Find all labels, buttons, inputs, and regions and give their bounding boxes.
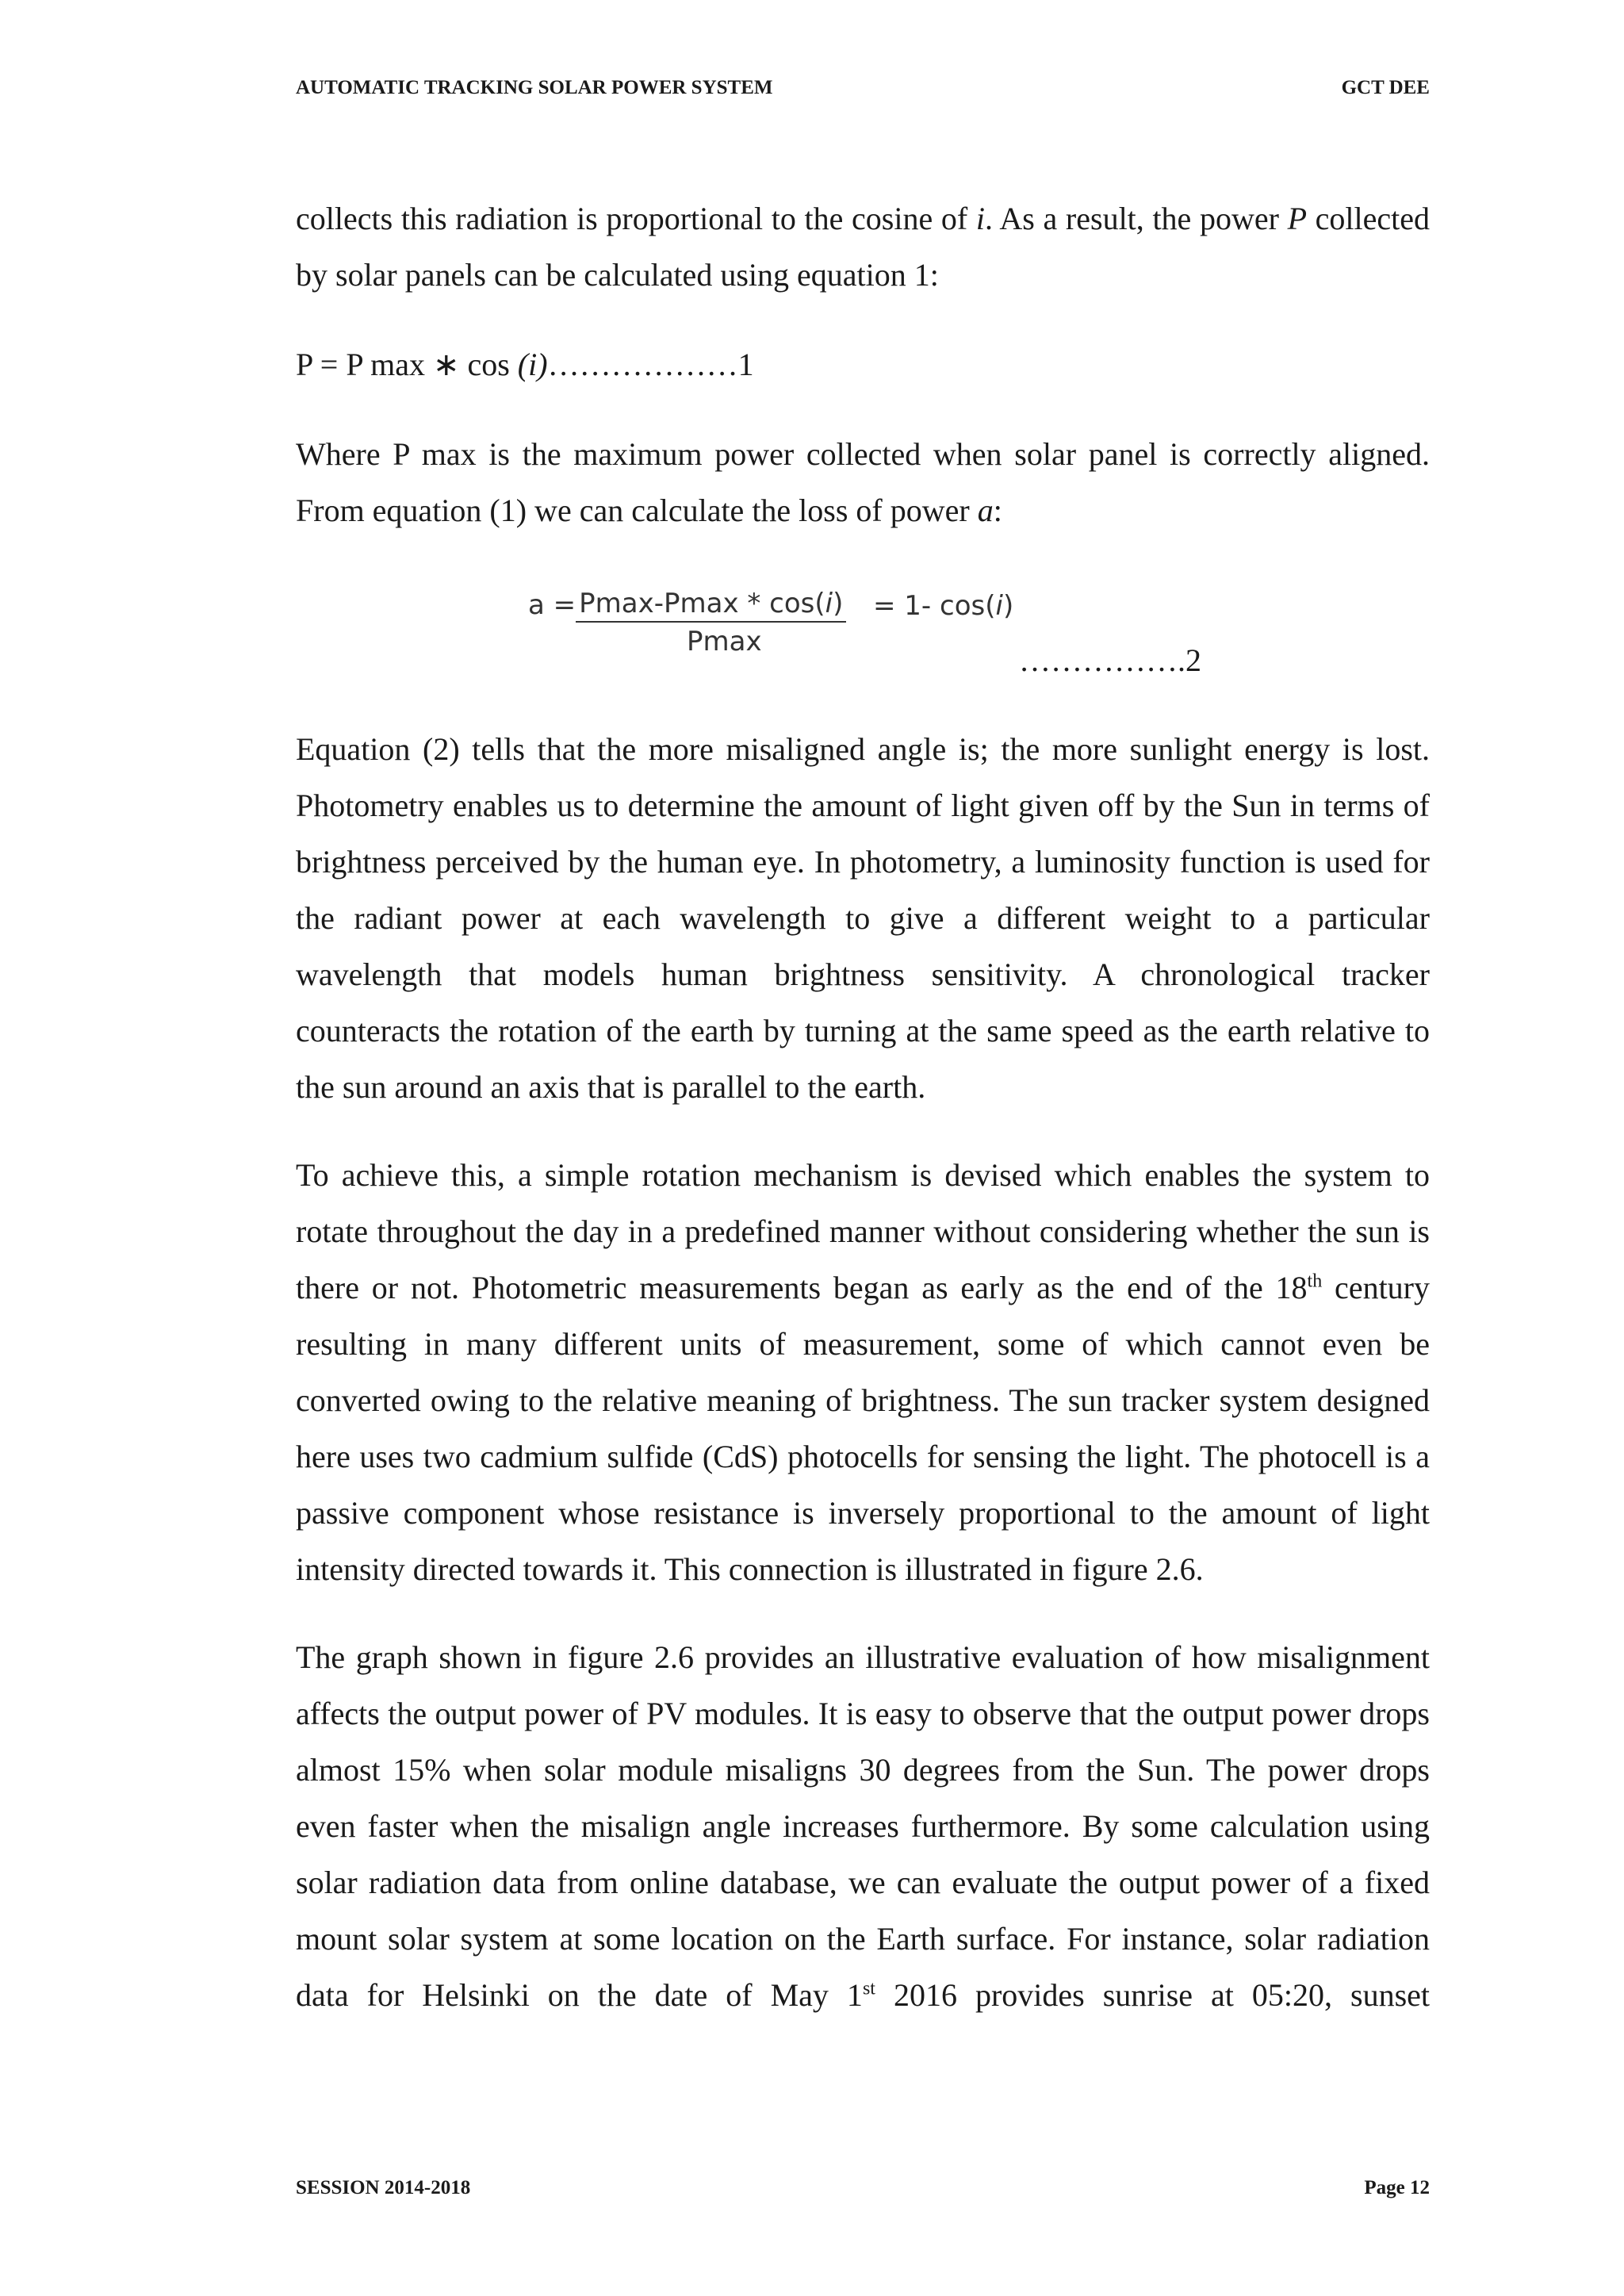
paragraph-3: Equation (2) tells that the more misaligned angle is; the more sunlight energy is lost. Photometry enables us to determine the amount of light given off by the Sun in terms of brightness perceived by the human eye. In photometry, a luminosity function is used for the radiant power at each wavelength to give a different weight to a particular wavelength that models human brightness sensitivity. A chronological tracker counteracts the rotation of the earth by turning at the same speed as the earth relative to the sun around an axis that is parallel to the earth. [296, 731, 1430, 1105]
text-run: To achieve this, a simple rotation mechanism is devised which enables the system to rotate throughout the day in a predefined manner without considering whether the sun is there or not. Photometric measurements began as early as the end of the 18 [296, 1157, 1430, 1305]
variable-a: a [977, 493, 994, 528]
paragraph-2 [296, 426, 1430, 539]
text-run: ) [1002, 590, 1014, 622]
footer-session: SESSION 2014-2018 [296, 2177, 471, 2198]
text-run: Pmax-Pmax * cos( [579, 588, 825, 619]
superscript: th [1307, 1271, 1323, 1292]
header-department: GCT DEE [1341, 77, 1430, 98]
page-footer [296, 2177, 1430, 2199]
equation-2-image [528, 588, 1014, 657]
equation-2-numerator [576, 588, 846, 623]
equation-2-denominator: Pmax [687, 626, 762, 657]
equation-1-number: 1 [737, 347, 754, 382]
text-run: collected by solar panels can be calculated using equation 1: [296, 201, 1431, 293]
equation-2-number: …………….2 [1019, 642, 1201, 678]
text-run: : [993, 493, 1002, 528]
paragraph-4 [296, 1147, 1430, 1597]
variable-i: i [825, 588, 833, 619]
text-run: century resulting in many different units of measurement, some of which cannot even be converted owing to the relative meaning of brightness. The sun tracker system designed here uses two cadmium sulfide (CdS) photocells for sensing the light. The photocell is a passive component whose resistance is inversely proportional to the amount of light intensity directed towards it. This connection is illustrated in figure 2.6. [296, 1270, 1431, 1587]
equation-2-rhs [873, 590, 1013, 622]
superscript: st [862, 1978, 875, 1999]
page-body [296, 190, 1430, 2023]
equation-2-lhs: a = [528, 589, 576, 621]
equation-2 [296, 570, 1430, 721]
text-run: The graph shown in figure 2.6 provides an illustrative evaluation of how misalignment affects the output power of PV modules. It is easy to observe that the output power drops almost 15% when solar module misaligns 30 degrees from the Sun. The power drops even faster when the misalign angle increases furthermore. By some calculation using solar radiation data from online database, we can evaluate the output power of a fixed mount solar system at some location on the Earth surface. For instance, solar radiation data for Helsinki on the date of May 1 [296, 1639, 1430, 2013]
page-header [296, 77, 1430, 99]
text-run: . As a result, the power [984, 201, 1288, 236]
equation-1-arg: (i) [517, 347, 548, 382]
variable-p: P [1287, 201, 1307, 236]
text-run: = 1- cos( [873, 590, 996, 622]
header-title: AUTOMATIC TRACKING SOLAR POWER SYSTEM [296, 77, 773, 98]
equation-1 [296, 336, 1430, 393]
variable-i: i [975, 201, 985, 236]
variable-i: i [995, 590, 1003, 622]
text-run: Where P max is the maximum power collected when solar panel is correctly aligned. From equation (1) we can calculate the loss of power [296, 436, 1430, 528]
text-run: 2016 provides sunrise at 05:20, sunset [875, 1977, 1431, 2013]
text-run: collects this radiation is proportional to the cosine of [296, 201, 976, 236]
footer-page-number: Page 12 [1364, 2177, 1430, 2198]
paragraph-5 [296, 1629, 1430, 2023]
paragraph-1 [296, 190, 1430, 303]
text-run: ) [833, 588, 844, 619]
equation-1-lhs: P = P max ∗ cos [296, 347, 518, 382]
equation-1-dots: ……………… [547, 347, 738, 382]
